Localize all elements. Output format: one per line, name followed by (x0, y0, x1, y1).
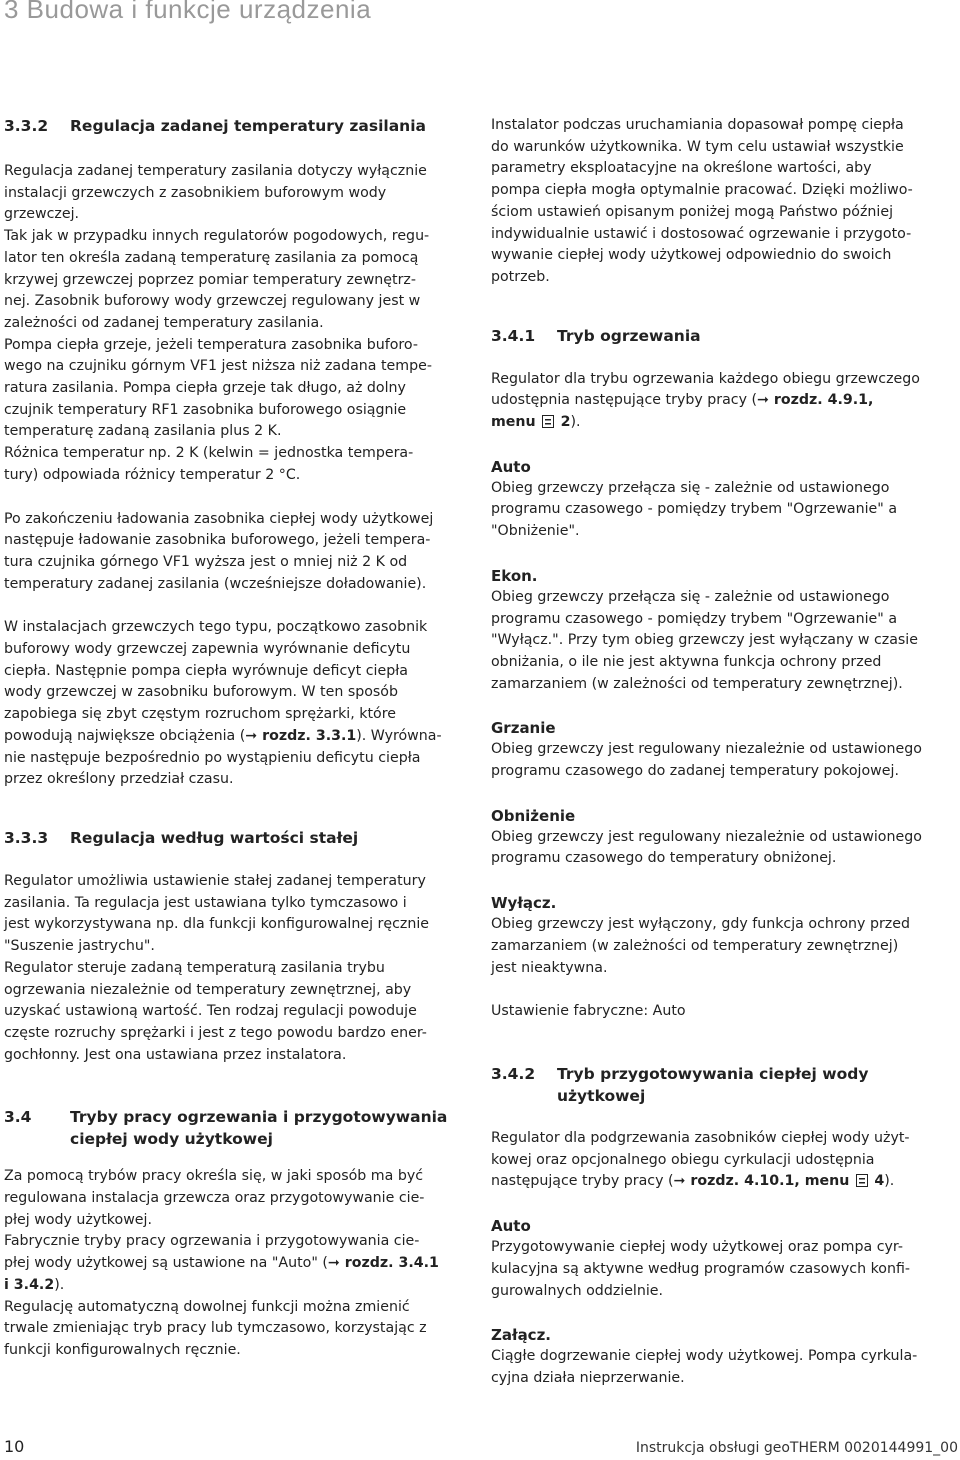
text-line: Obieg grzewczy jest regulowany niezależnie od ustawionego (491, 741, 922, 758)
text-line: temperatury zadanej zasilania (wcześniejsze doładowanie). (4, 575, 427, 592)
section-heading-3-4 (4, 1106, 474, 1150)
text-line: Regulator steruje zadaną temperaturą zasilania trybu (4, 959, 385, 976)
text-line: płej wody użytkowej. (4, 1211, 152, 1228)
heating-modes-list (491, 434, 959, 980)
text-line: Przygotowywanie ciepłej wody użytkowej oraz pompa cyr- (491, 1239, 903, 1256)
paragraph-intro (491, 115, 959, 289)
text-line: temperaturę zadaną zasilania plus 2 K. (4, 423, 282, 440)
paragraph-recharge (4, 509, 474, 596)
text-line: buforowy wody grzewczej zapewnia wyrównanie deficytu (4, 641, 411, 658)
text-line: obniżania, o ile nie jest aktywna funkcja ochrony przed (491, 653, 882, 670)
text-line: płej wody użytkowej są ustawione na "Auto" (➞ rozdz. 3.4.1 (4, 1255, 439, 1272)
text-line: trwale zmieniając tryb pracy lub tymczasowo, korzystając z (4, 1320, 427, 1337)
text-line: indywidualnie ustawić i dostosować ogrzewanie i przygoto- (491, 225, 912, 242)
cross-reference-link[interactable]: i 3.4.2 (4, 1276, 55, 1293)
section-heading-3-3-2 (4, 115, 474, 137)
paragraph-3-4 (4, 1166, 474, 1361)
text-line: jest nieaktywna. (491, 959, 608, 976)
text-line: menu 2). (491, 414, 581, 431)
text-line: wody grzewczej w zasobniku buforowym. W ten sposób (4, 684, 398, 701)
text-line: W instalacjach grzewczych tego typu, początkowo zasobnik (4, 619, 428, 636)
text-line: następuje ładowanie zasobnika buforowego, jeżeli tempera- (4, 532, 431, 549)
text-line: Regulator dla podgrzewania zasobników ciepłej wody użyt- (491, 1129, 910, 1146)
text-line: zamarzaniem (w zależności od temperatury zewnętrznej) (491, 937, 899, 954)
mode-title: Załącz. (491, 1326, 552, 1345)
cross-reference-link[interactable]: ➞ rozdz. 4.10.1, menu (673, 1173, 850, 1190)
text-line: Fabrycznie tryby pracy ogrzewania i przygotowywania cie- (4, 1233, 420, 1250)
text-line: grzewczej. (4, 206, 80, 223)
text-line: udostępnia następujące tryby pracy (➞ rozdz. 4.9.1, (491, 392, 874, 409)
mode-title: Auto (491, 457, 531, 476)
section-title: Tryb przygotowywania ciepłej wody (557, 1064, 869, 1083)
text-line: wywanie ciepłej wody użytkowej odpowiednio do swoich (491, 247, 892, 264)
cross-reference-link[interactable]: ➞ rozdz. 4.9.1, (757, 392, 874, 409)
text-line: nie następuje bezpośrednio po wystąpieniu deficytu ciepła (4, 749, 421, 766)
text-line: zasilania. Ta regulacja jest ustawiana tylko tymczasowo i (4, 894, 407, 911)
section-title: Regulacja zadanej temperatury zasilania (70, 117, 426, 135)
text-line: gurowalnych oddzielnie. (491, 1282, 664, 1299)
paragraph-3-4-1 (491, 369, 959, 434)
mode-title: Wyłącz. (491, 894, 557, 913)
text-line: "Wyłącz.". Przy tym obieg grzewczy jest wyłączany w czasie (491, 632, 918, 649)
text-line: funkcji konfigurowalnych ręcznie. (4, 1341, 241, 1358)
section-heading-3-3-3 (4, 827, 474, 849)
text-line: powodują największe obciążenia (➞ rozdz. 3.3.1). Wyrówna- (4, 727, 442, 744)
text-line: Tak jak w przypadku innych regulatorów pogodowych, regu- (4, 228, 430, 245)
left-column (4, 115, 474, 1362)
text-line: kulacyjna są aktywne według programów czasowych konfi- (491, 1260, 911, 1277)
text-line: i 3.4.2). (4, 1276, 65, 1293)
section-number: 3.4 (4, 1108, 32, 1127)
paragraph-3-4-2 (491, 1128, 959, 1193)
section-title-cont: ciepłej wody użytkowej (70, 1130, 273, 1149)
section-number: 3.3.3 (4, 828, 49, 847)
cross-reference-link[interactable]: ➞ rozdz. 3.3.1 (245, 727, 357, 744)
text-line: Regulację automatyczną dowolnej funkcji można zmienić (4, 1298, 410, 1315)
section-title: Tryby pracy ogrzewania i przygotowywania (70, 1108, 448, 1127)
page-number: 10 (4, 1437, 25, 1456)
text-line: następujące tryby pracy (➞ rozdz. 4.10.1, menu 4). (491, 1173, 895, 1190)
text-line: Obieg grzewczy przełącza się - zależnie od ustawionego (491, 588, 890, 605)
menu-icon (856, 1174, 868, 1187)
text-line: Regulacja zadanej temperatury zasilania dotyczy wyłącznie (4, 163, 427, 179)
text-line: ściom ustawień opisanym poniżej mogą Państwo później (491, 203, 894, 220)
text-line: Instalator podczas uruchamiania dopasował pompę ciepła (491, 117, 904, 133)
text-line: tury) odpowiada różnicy temperatur 2 °C. (4, 466, 301, 483)
text-line: przez określony przedział czasu. (4, 771, 234, 788)
text-line: uzyskać ustawioną wartość. Ten rodzaj regulacji powoduje (4, 1003, 417, 1020)
text-line: gochłonny. Jest ona ustawiana przez instalatora. (4, 1046, 347, 1063)
text-line: lator ten określa zadaną temperaturę zasilania za pomocą (4, 249, 419, 266)
text-line: parametry eksploatacyjne na określone wartości, aby (491, 160, 872, 177)
section-heading-3-4-2 (491, 1063, 959, 1107)
cross-reference-link[interactable]: ➞ rozdz. 3.4.1 (327, 1255, 439, 1272)
cross-reference-link[interactable]: menu (491, 414, 536, 431)
text-line: nej. Zasobnik buforowy wody grzewczej regulowany jest w (4, 293, 421, 310)
text-line: cyjna działa nieprzerwanie. (491, 1369, 685, 1386)
text-line: programu czasowego do zadanej temperatury pokojowej. (491, 763, 899, 780)
text-line: do warunków użytkownika. W tym celu ustawiał wszystkie (491, 138, 904, 155)
mode-title: Grzanie (491, 719, 556, 738)
text-line: zapobiega się zbyt częstym rozruchom sprężarki, które (4, 706, 396, 723)
text-line: Ciągłe dogrzewanie ciepłej wody użytkowej. Pompa cyrkula- (491, 1348, 918, 1365)
text-line: kowej oraz opcjonalnego obiegu cyrkulacji udostępnia (491, 1151, 875, 1168)
text-line: Regulator dla trybu ogrzewania każdego obiegu grzewczego (491, 370, 920, 387)
factory-setting: Ustawienie fabryczne: Auto (491, 1003, 686, 1020)
text-line: częste rozruchy sprężarki i jest z tego powodu bardzo ener- (4, 1024, 427, 1041)
section-heading-3-4-1 (491, 325, 959, 347)
text-line: tura czujnika górnego VF1 wyższa jest o mniej niż 2 K od (4, 553, 408, 570)
text-line: Za pomocą trybów pracy określa się, w jaki sposób ma być (4, 1168, 424, 1185)
text-line: programu czasowego - pomiędzy trybem "Ogrzewanie" a (491, 610, 898, 627)
section-title: Tryb ogrzewania (557, 326, 701, 345)
text-line: Pompa ciepła grzeje, jeżeli temperatura zasobnika buforo- (4, 336, 418, 353)
text-line: regulowana instalacja grzewcza oraz przygotowywanie cie- (4, 1190, 425, 1207)
text-line: czujnik temperatury RF1 zasobnika buforowego osiągnie (4, 401, 407, 418)
text-line: Obieg grzewczy przełącza się - zależnie od ustawionego (491, 479, 890, 496)
text-line: ogrzewania niezależnie od temperatury zewnętrznej, aby (4, 981, 412, 998)
paragraph-3-3-3 (4, 871, 474, 1066)
section-number: 3.4.2 (491, 1064, 536, 1083)
text-line: instalacji grzewczych z zasobnikiem buforowym wody (4, 184, 387, 201)
mode-title: Ekon. (491, 566, 538, 585)
section-number: 3.3.2 (4, 117, 49, 135)
document-title: Instrukcja obsługi geoTHERM 0020144991_00 (635, 1440, 958, 1456)
text-line: zamarzaniem (w zależności od temperatury zewnętrznej). (491, 675, 903, 692)
text-line: "Suszenie jastrychu". (4, 938, 155, 955)
text-line: Regulator umożliwia ustawienie stałej zadanej temperatury (4, 872, 426, 889)
text-line: ciepła. Następnie pompa ciepła wyrównuje deficyt ciepła (4, 662, 408, 679)
text-line: zależności od zadanej temperatury zasilania. (4, 314, 324, 331)
right-column (491, 115, 959, 1390)
section-title-cont: użytkowej (557, 1086, 646, 1105)
text-line: Różnica temperatur np. 2 K (kelwin = jednostka tempera- (4, 445, 414, 462)
text-line: wego na czujniku górnym VF1 jest niższa niż zadana tempe- (4, 358, 432, 375)
text-line: "Obniżenie". (491, 523, 580, 540)
text-line: programu czasowego - pomiędzy trybem "Ogrzewanie" a (491, 501, 898, 518)
text-line: pompa ciepła mogła optymalnie pracować. Dzięki możliwo- (491, 182, 913, 199)
section-number: 3.4.1 (491, 326, 536, 345)
dhw-modes-list (491, 1193, 959, 1390)
section-title: Regulacja według wartości stałej (70, 828, 359, 847)
menu-icon (542, 415, 554, 428)
text-line: krzywej grzewczej poprzez pomiar temperatury zewnętrz- (4, 271, 416, 288)
text-line: ratura zasilania. Pompa ciepła grzeje tak długo, aż dolny (4, 380, 406, 397)
text-line: Obieg grzewczy jest regulowany niezależnie od ustawionego (491, 828, 922, 845)
text-line: Po zakończeniu ładowania zasobnika ciepłej wody użytkowej (4, 510, 434, 527)
mode-title: Obniżenie (491, 806, 576, 825)
mode-title: Auto (491, 1217, 531, 1236)
paragraph-3-3-2 (4, 161, 474, 487)
text-line: Obieg grzewczy jest wyłączony, gdy funkcja ochrony przed (491, 916, 910, 933)
paragraph-buffer (4, 617, 474, 791)
text-line: programu czasowego do temperatury obniżonej. (491, 850, 837, 867)
text-line: potrzeb. (491, 268, 550, 285)
text-line: jest wykorzystywana np. dla funkcji konfigurowalnej ręcznie (4, 916, 430, 933)
chapter-title: 3 Budowa i funkcje urządzenia (4, 0, 372, 24)
